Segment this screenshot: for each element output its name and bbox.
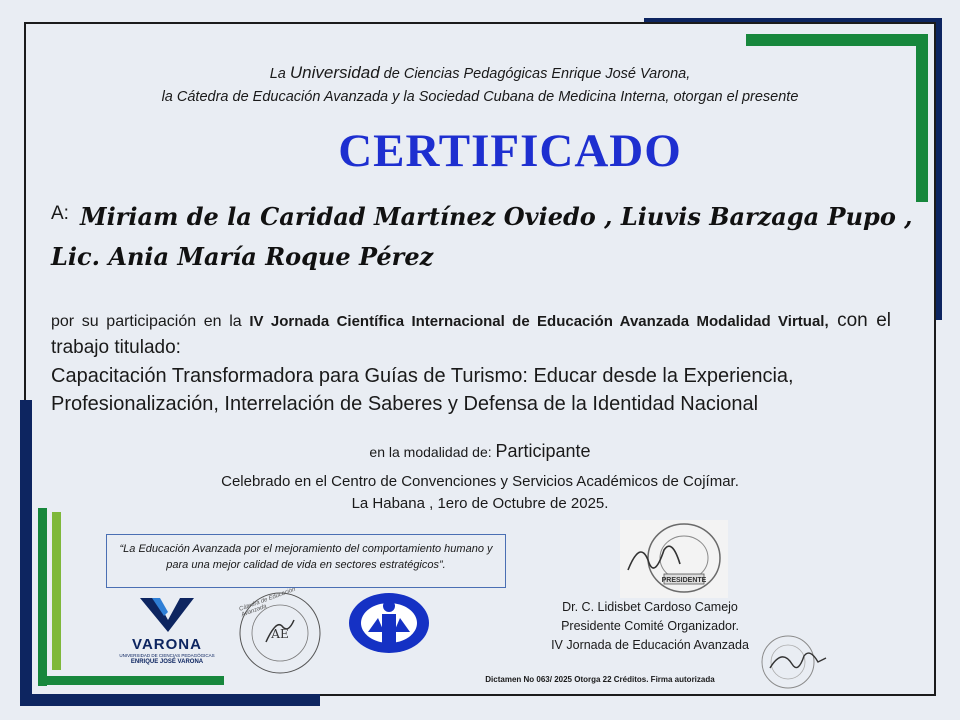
society-logo xyxy=(348,592,430,654)
corner-bar-green-top xyxy=(746,34,928,46)
catedra-ring-text: Cátedra de Educación Avanzada xyxy=(238,586,297,619)
signer-name: Dr. C. Lidisbet Cardoso Camejo xyxy=(562,600,738,614)
celebration-date: La Habana , 1ero de Octubre de 2025. xyxy=(351,495,609,512)
varona-name: VARONA xyxy=(132,636,202,653)
recipients-line-2: Lic. Ania María Roque Pérez xyxy=(51,242,434,271)
modality xyxy=(200,441,760,462)
recipients-line-1: Miriam de la Caridad Martínez Oviedo , Liuvis Barzaga Pupo , xyxy=(80,202,913,231)
header-university-rest: de Ciencias Pedagógicas Enrique José Varona, xyxy=(379,66,691,82)
signer-role: Presidente Comité Organizador. xyxy=(561,619,739,633)
catedra-seal xyxy=(236,586,324,676)
corner-bar-navy-bottom xyxy=(20,694,320,706)
signer-event: IV Jornada de Educación Avanzada xyxy=(551,638,749,652)
varona-sub-2: ENRIQUE JOSÉ VARONA xyxy=(130,659,204,665)
modality-label: en la modalidad de: xyxy=(369,444,496,460)
header-line-1 xyxy=(40,62,920,85)
participation-text xyxy=(51,308,891,362)
celebration-place: Celebrado en el Centro de Convenciones y Servicios Académicos de Cojímar. xyxy=(221,473,739,490)
corner-bar-navy-left xyxy=(20,400,32,706)
corner-bar-green-left xyxy=(38,508,47,686)
modality-value: Participante xyxy=(495,441,591,461)
stamp-label: PRESIDENTE xyxy=(661,577,707,584)
participation-suffix: con el trabajo titulado: xyxy=(51,310,891,358)
work-title: Capacitación Transformadora para Guías de Turismo: Educar desde la Experiencia, Profesionalización, Interrelación de Saberes y Defensa de la Identidad Nacional xyxy=(51,365,794,415)
celebration xyxy=(150,471,810,515)
header-university: Universidad xyxy=(289,63,380,82)
dictamen-note: Dictamen No 063/ 2025 Otorga 22 Créditos. Firma autorizada xyxy=(485,675,715,684)
corner-bar-green-bottom xyxy=(38,676,224,685)
participation-prefix: por su participación en la xyxy=(51,313,250,330)
corner-bar-green-left-inner xyxy=(52,512,61,670)
varona-v-icon xyxy=(112,596,222,632)
recipients-label: A: xyxy=(51,203,69,224)
motto-box: “La Educación Avanzada por el mejoramiento del comportamiento humano y para una mejor calidad de vida en sectores estratégicos”. xyxy=(106,534,506,588)
varona-logo xyxy=(112,596,222,665)
corner-bar-green-right xyxy=(916,34,928,202)
certificate-title: CERTIFICADO xyxy=(338,125,682,177)
varona-sub-1: UNIVERSIDAD DE CIENCIAS PEDAGÓGICAS xyxy=(119,653,215,658)
svg-text:AE: AE xyxy=(271,627,289,641)
authorized-signature-seal xyxy=(752,628,832,700)
presidente-stamp xyxy=(620,520,728,598)
header-prefix: La xyxy=(269,66,290,82)
event-name: IV Jornada Científica Internacional de Educación Avanzada Modalidad Virtual, xyxy=(249,313,829,330)
header-line-2: la Cátedra de Educación Avanzada y la Sociedad Cubana de Medicina Interna, otorgan el presente xyxy=(161,89,799,105)
